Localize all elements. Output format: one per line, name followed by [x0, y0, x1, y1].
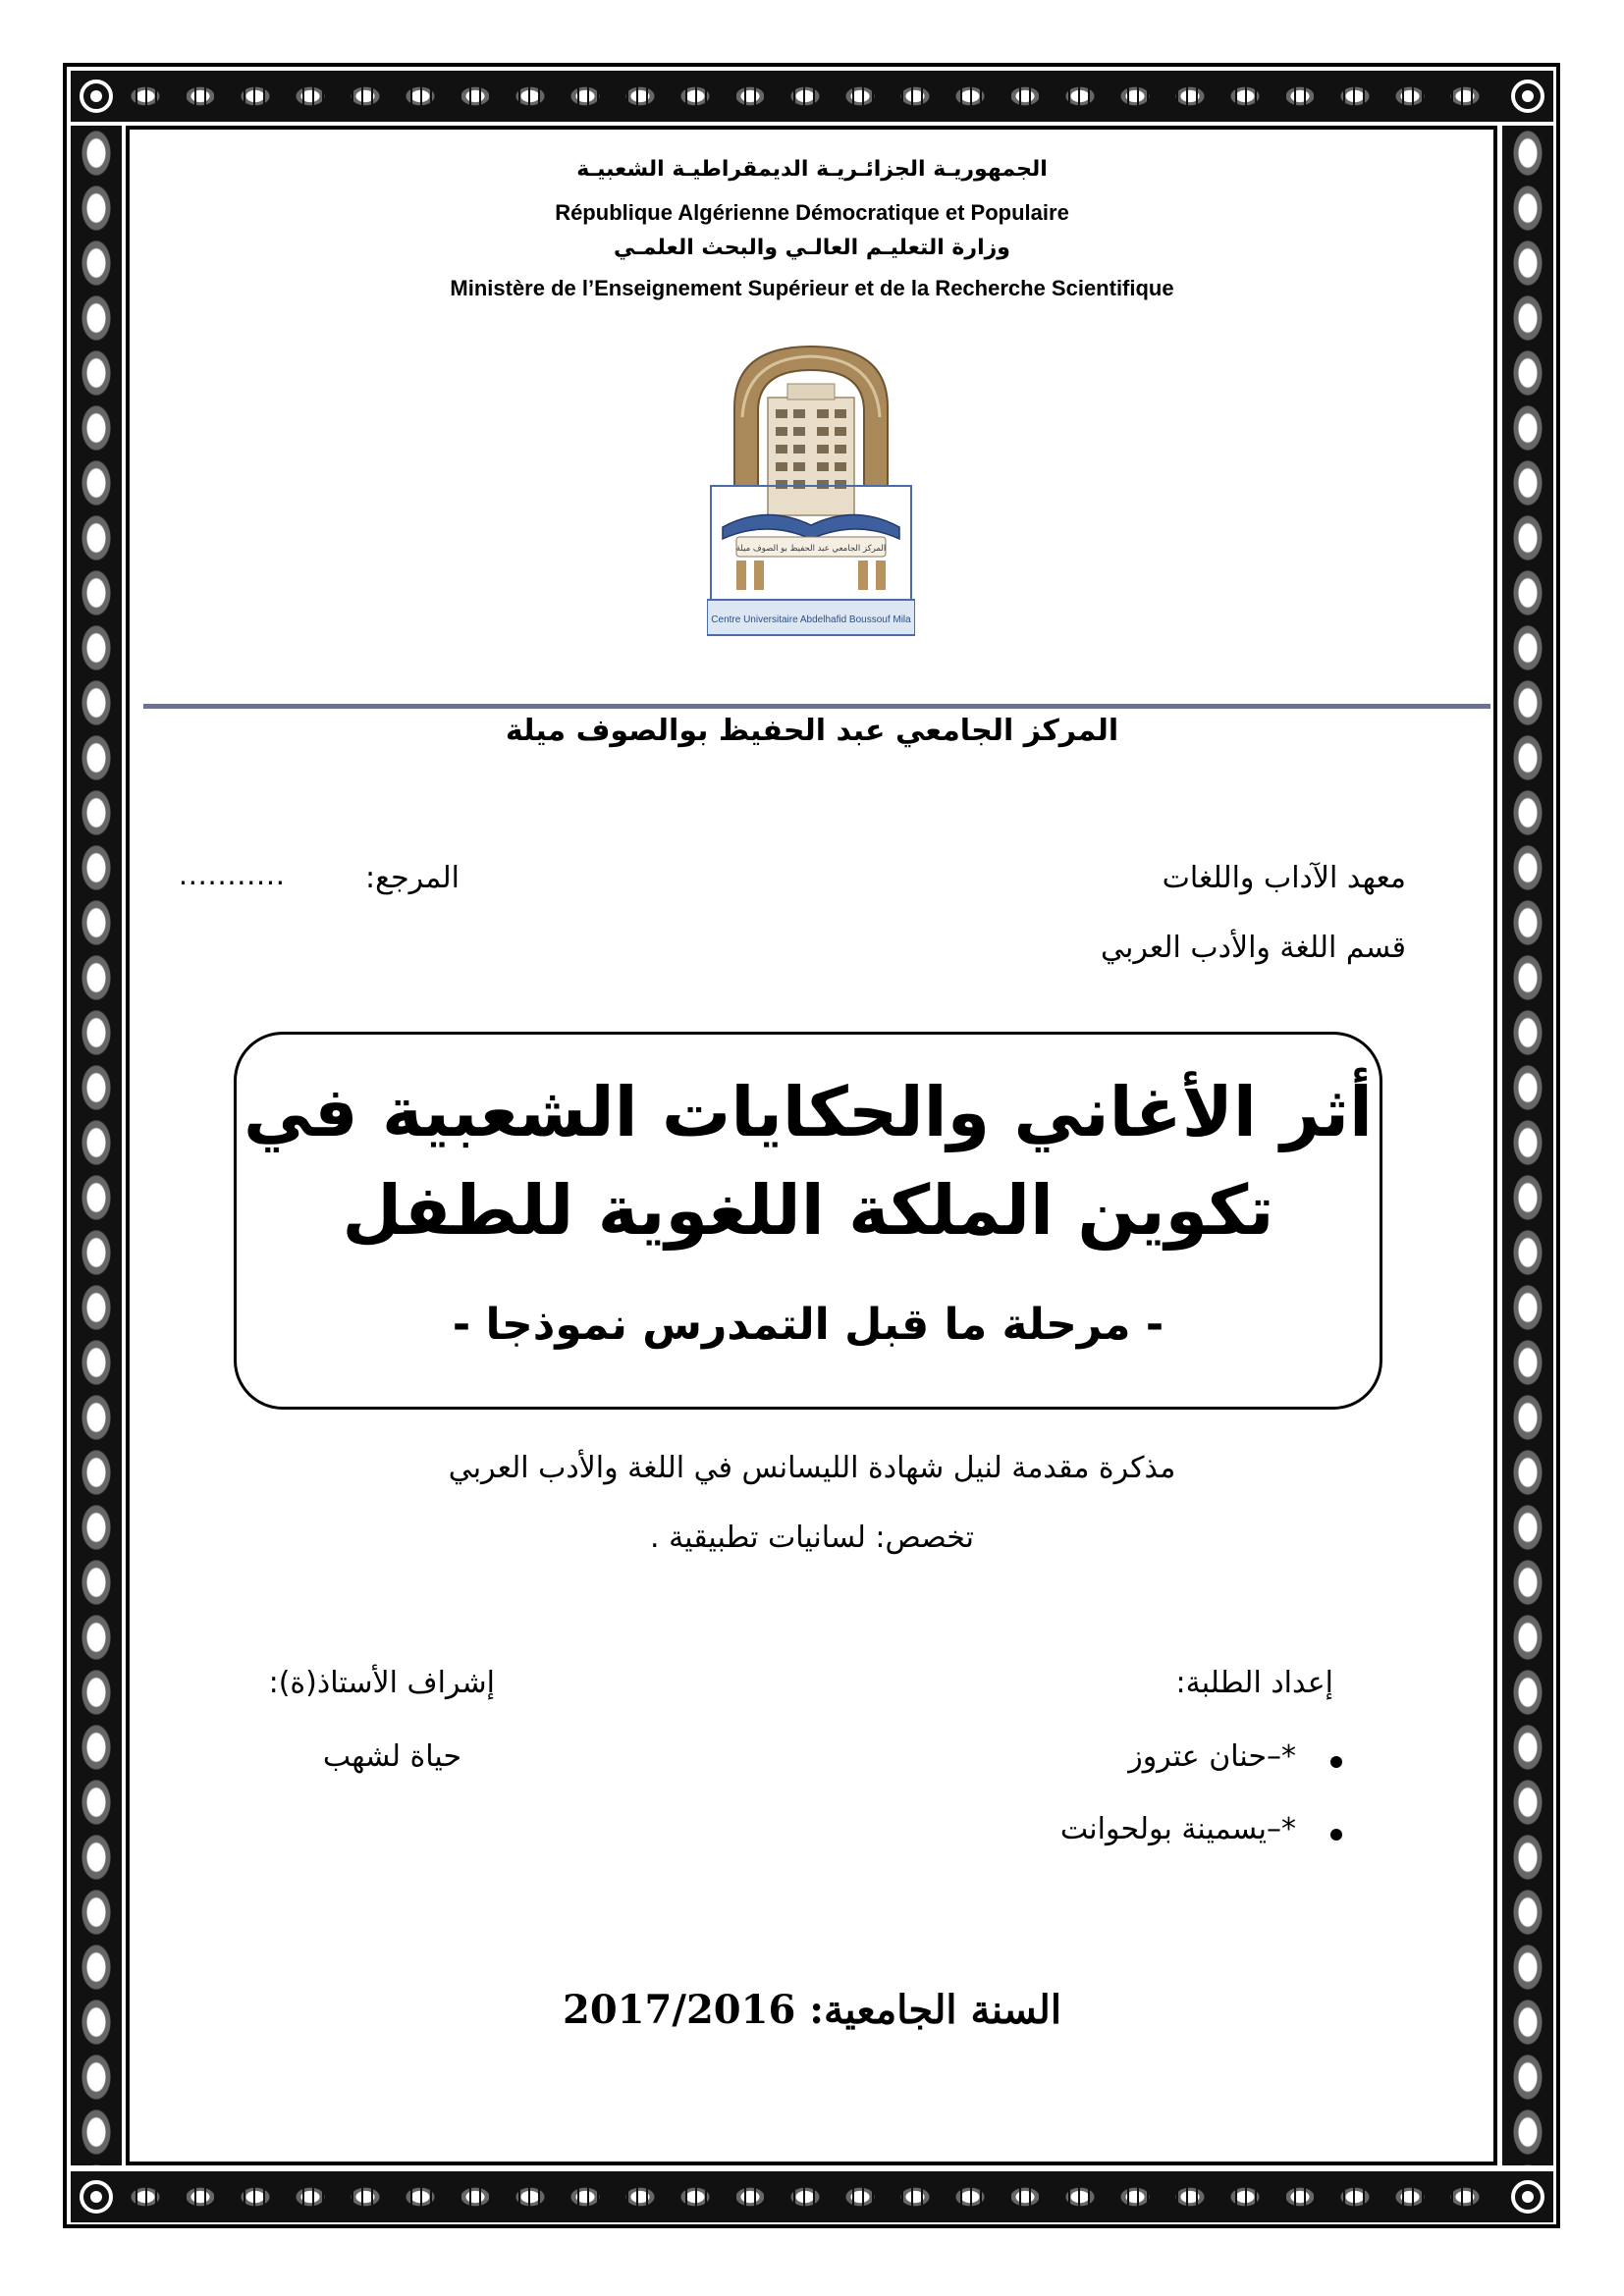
students-label: إعداد الطلبة: — [1175, 1666, 1333, 1700]
supervisor-label: إشراف الأستاذ(ة): — [268, 1666, 495, 1700]
thesis-subtitle: - مرحلة ما قبل التمدرس نموذجا - — [452, 1300, 1164, 1350]
university-logo-graphic — [707, 339, 915, 638]
corner-ornament-icon — [1502, 71, 1553, 122]
degree-note: مذكرة مقدمة لنيل شهادة الليسانس في اللغة والأدب العربي — [448, 1451, 1176, 1485]
bullet-icon — [1330, 1756, 1342, 1768]
corner-ornament-icon — [1502, 2171, 1553, 2222]
supervisor-name: حياة لشهب — [322, 1739, 461, 1774]
logo-caption: Centre Universitaire Abdelhafid Boussouf Mila — [711, 614, 911, 625]
republic-french: République Algérienne Démocratique et Populaire — [555, 200, 1069, 225]
student-name: *–حنان عتروز — [1128, 1739, 1296, 1774]
thesis-title-line-1: أثر الأغاني والحكايات الشعبية في — [243, 1072, 1374, 1152]
logo-ribbon-text: المركز الجامعي عبد الحفيظ بو الصوف ميلة — [735, 544, 887, 554]
institute-name: معهد الآداب واللغات — [1162, 861, 1406, 895]
ministry-french: Ministère de l’Enseignement Supérieur et de la Recherche Scientifique — [450, 276, 1174, 300]
right-border-band — [1502, 126, 1553, 2165]
ministry-arabic: وزارة التعليـم العالـي والبحث العلمـي — [614, 236, 1010, 260]
republic-arabic: الجمهوريـة الجزائـريـة الديمقراطيـة الشعبيـة — [576, 157, 1048, 182]
reference-label: المرجع: — [365, 861, 460, 895]
academic-year — [137, 1987, 1487, 2033]
academic-year-label: السنة الجامعية: — [809, 1987, 1061, 2033]
top-border-band — [118, 71, 1506, 122]
thesis-title-line-2: تكوين الملكة اللغوية للطفل — [342, 1170, 1274, 1251]
left-border-band — [71, 126, 122, 2165]
student-name: *–يسمينة بولحوانت — [1059, 1812, 1296, 1846]
corner-ornament-icon — [71, 71, 122, 122]
university-name: المركز الجامعي عبد الحفيظ بوالصوف ميلة — [505, 714, 1119, 748]
divider-line — [143, 704, 1490, 709]
bottom-border-band — [118, 2171, 1506, 2222]
university-logo — [707, 339, 915, 638]
academic-year-value: 2017/2016 — [563, 1987, 796, 2033]
corner-ornament-icon — [71, 2171, 122, 2222]
department-name: قسم اللغة والأدب العربي — [1100, 931, 1406, 965]
bullet-icon — [1330, 1829, 1342, 1841]
thesis-title-box — [234, 1032, 1382, 1410]
specialty: تخصص: لسانيات تطبيقية . — [650, 1521, 974, 1555]
reference-value: ........... — [179, 856, 286, 891]
